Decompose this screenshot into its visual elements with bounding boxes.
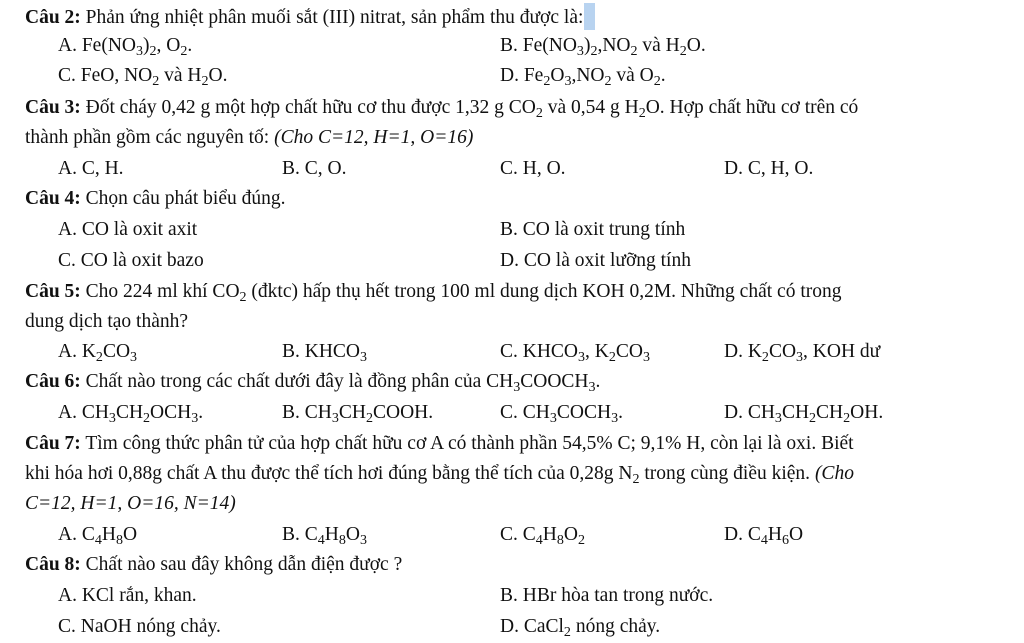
option-b[interactable]: B. $KHCO_3$ [282, 341, 368, 365]
option-b[interactable]: B. $Fe(NO_3)_2,NO_2$ và $H_2O$. [500, 35, 706, 59]
question-note-line3: C=12, H=1, O=16, N=14) [25, 493, 236, 514]
option-c[interactable]: C. $CH_3COCH_3$. [500, 402, 623, 426]
option-d[interactable]: D. $K_2CO_3$, KOH dư [724, 341, 881, 365]
question-text-line2: khi hóa hơi 0,88g chất A thu được thể tích hơi đúng bằng thể tích của 0,28g $N_2$ trong cùng điều kiện. [25, 463, 815, 487]
question-text: Phản ứng nhiệt phân muối sắt (III) nitrat, sản phẩm thu được là: [80, 7, 584, 28]
option-b[interactable]: B. CO là oxit trung tính [500, 219, 686, 240]
option-b[interactable]: B. C, O. [282, 158, 347, 179]
question-label: Câu 6: [25, 371, 81, 392]
option-c[interactable]: C. FeO, $NO_2$ và $H_2O$. [58, 65, 228, 89]
option-d[interactable]: D. $Fe_2O_3,NO_2$ và $O_2$. [500, 65, 666, 89]
option-a[interactable]: A. $K_2CO_3$ [58, 341, 138, 365]
question-note: (Cho [814, 463, 854, 484]
text-cursor [584, 3, 595, 30]
question-3 [25, 96, 858, 120]
question-label: Câu 8: [25, 554, 81, 575]
question-label: Câu 2: [25, 7, 81, 28]
option-a[interactable]: A. CO là oxit axit [58, 219, 198, 240]
option-d[interactable]: D. $C_4H_6O$ [724, 524, 804, 548]
option-b[interactable]: B. $C_4H_8O_3$ [282, 524, 367, 548]
question-label: Câu 3: [25, 97, 81, 118]
option-d[interactable]: D. CaCl$_2$ nóng chảy. [500, 616, 661, 640]
question-label: Câu 4: [25, 188, 81, 209]
question-4 [25, 187, 286, 211]
question-text: Chọn câu phát biểu đúng. [80, 188, 286, 209]
option-c[interactable]: C. $KHCO_3$, $K_2CO_3$ [500, 341, 650, 365]
question-3-continued [25, 126, 473, 150]
option-d[interactable]: D. CO là oxit lưỡng tính [500, 250, 691, 271]
option-a[interactable]: A. $Fe(NO_3)_2$, $O_2$. [58, 35, 193, 59]
option-b[interactable]: B. HBr hòa tan trong nước. [500, 585, 714, 606]
option-c[interactable]: C. $C_4H_8O_2$ [500, 524, 585, 548]
question-text: Cho 224 ml khí $CO_2$ (đktc) hấp thụ hết trong 100 ml dung dịch KOH 0,2M. Những chất có trong [80, 281, 842, 305]
question-label: Câu 5: [25, 281, 81, 302]
option-c[interactable]: C. NaOH nóng chảy. [58, 616, 221, 637]
question-7 [25, 432, 854, 456]
option-c[interactable]: C. H, O. [500, 158, 566, 179]
question-text-line2: thành phần gồm các nguyên tố: [25, 127, 275, 148]
question-6 [25, 370, 600, 394]
question-8 [25, 553, 402, 577]
option-a[interactable]: A. KCl rắn, khan. [58, 585, 197, 606]
question-text: Chất nào sau đây không dẫn điện được ? [80, 554, 403, 575]
option-a[interactable]: A. $CH_3CH_2OCH_3$. [58, 402, 204, 426]
question-5-continued [25, 310, 188, 334]
question-5 [25, 280, 841, 304]
question-label: Câu 7: [25, 433, 81, 454]
option-a[interactable]: A. C, H. [58, 158, 124, 179]
option-b[interactable]: B. $CH_3CH_2COOH$. [282, 402, 434, 426]
option-d[interactable]: D. $CH_3CH_2CH_2OH$. [724, 402, 884, 426]
question-text-line2: dung dịch tạo thành? [25, 311, 188, 332]
question-text: Tìm công thức phân tử của hợp chất hữu cơ A có thành phần 54,5% C; 9,1% H, còn lại là oxi. Biết [80, 433, 854, 454]
question-note: (Cho C=12, H=1, O=16) [274, 127, 474, 148]
option-c[interactable]: C. CO là oxit bazo [58, 250, 204, 271]
question-7-continued [25, 462, 854, 486]
question-text: Đốt cháy 0,42 g một hợp chất hữu cơ thu được 1,32 g $CO_2$ và 0,54 g $H_2O$. Hợp chất hữu cơ trên có [80, 97, 859, 121]
question-2 [25, 3, 595, 27]
option-a[interactable]: A. $C_4H_8O$ [58, 524, 138, 548]
question-7-continued-2 [25, 492, 236, 516]
option-d[interactable]: D. C, H, O. [724, 158, 814, 179]
question-text: Chất nào trong các chất dưới đây là đồng phân của $CH_3COOCH_3$. [80, 371, 601, 395]
